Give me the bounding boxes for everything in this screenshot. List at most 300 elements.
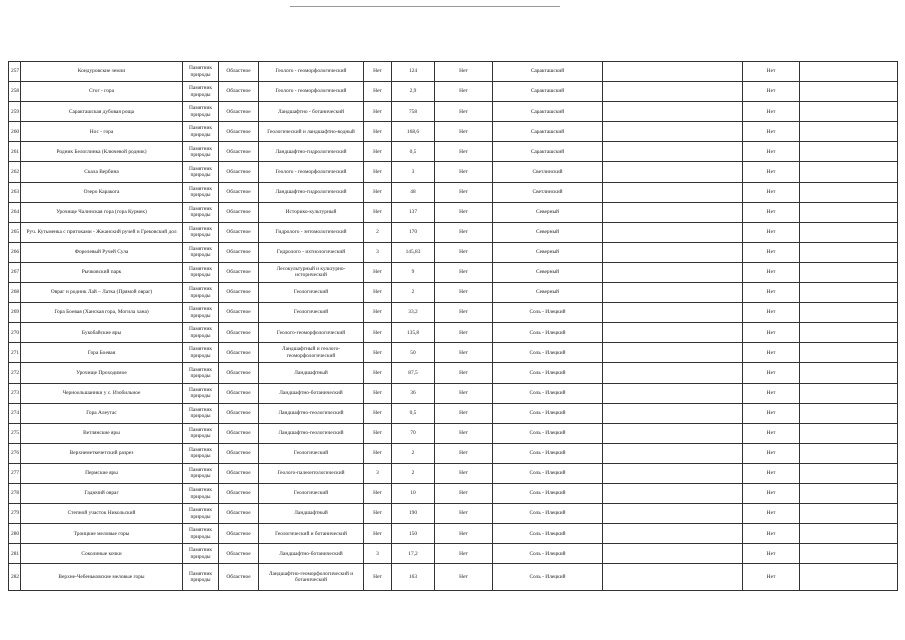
empty-cell-cell xyxy=(800,323,898,343)
category-cell: Памятник природы xyxy=(183,483,219,503)
table-row xyxy=(9,343,898,363)
object-name-cell: Гора Алеутас xyxy=(21,403,183,423)
significance-cell: Областное xyxy=(219,62,259,82)
category-cell: Памятник природы xyxy=(183,62,219,82)
significance-cell: Областное xyxy=(219,122,259,142)
object-name-cell: Троицкие меловые горы xyxy=(21,524,183,544)
cluster-cell: Нет xyxy=(435,323,493,343)
district-cell: Северный xyxy=(493,202,603,222)
buffer-zone-cell: Нет xyxy=(364,383,392,403)
buffer-zone-cell: Нет xyxy=(364,423,392,443)
empty-cell-cell xyxy=(800,222,898,242)
significance-cell: Областное xyxy=(219,182,259,202)
table-row xyxy=(9,524,898,544)
object-name-cell: Нос - гора xyxy=(21,122,183,142)
extra-flag-cell: Нет xyxy=(743,524,800,544)
table-row xyxy=(9,202,898,222)
table-row xyxy=(9,182,898,202)
significance-cell: Областное xyxy=(219,403,259,423)
area-cell: 135,8 xyxy=(392,323,435,343)
category-cell: Памятник природы xyxy=(183,122,219,142)
row-number-cell: 258 xyxy=(9,82,21,102)
significance-cell: Областное xyxy=(219,423,259,443)
empty-cell-cell xyxy=(603,504,743,524)
extra-flag-cell: Нет xyxy=(743,544,800,564)
district-cell: Соль - Илецкий xyxy=(493,544,603,564)
row-number-cell: 267 xyxy=(9,262,21,282)
table-row xyxy=(9,162,898,182)
object-name-cell: Стог - гора xyxy=(21,82,183,102)
significance-cell: Областное xyxy=(219,242,259,262)
row-number-cell: 281 xyxy=(9,544,21,564)
buffer-zone-cell: Нет xyxy=(364,504,392,524)
table-row xyxy=(9,222,898,242)
row-number-cell: 257 xyxy=(9,62,21,82)
district-cell: Соль - Илецкий xyxy=(493,524,603,544)
district-cell: Саракташский xyxy=(493,62,603,82)
empty-cell-cell xyxy=(603,423,743,443)
empty-cell-cell xyxy=(800,162,898,182)
area-cell: 70 xyxy=(392,423,435,443)
extra-flag-cell: Нет xyxy=(743,564,800,591)
category-cell: Памятник природы xyxy=(183,283,219,303)
district-cell: Светлинский xyxy=(493,182,603,202)
object-name-cell: Букобайские яры xyxy=(21,323,183,343)
buffer-zone-cell: Нет xyxy=(364,182,392,202)
empty-cell-cell xyxy=(603,202,743,222)
area-cell: 9 xyxy=(392,262,435,282)
area-cell: 10 xyxy=(392,483,435,503)
row-number-cell: 273 xyxy=(9,383,21,403)
cluster-cell: Нет xyxy=(435,162,493,182)
significance-cell: Областное xyxy=(219,82,259,102)
object-name-cell: Пермские яры xyxy=(21,463,183,483)
table-row xyxy=(9,102,898,122)
profile-cell: Ландшафтный и геолого-геоморфологический xyxy=(259,343,364,363)
row-number-cell: 275 xyxy=(9,423,21,443)
profile-cell: Гидролого - энтомологический xyxy=(259,222,364,242)
area-cell: 0,5 xyxy=(392,403,435,423)
profile-cell: Геолого - геоморфологический xyxy=(259,62,364,82)
empty-cell-cell xyxy=(603,142,743,162)
profile-cell: Геологический xyxy=(259,283,364,303)
extra-flag-cell: Нет xyxy=(743,283,800,303)
district-cell: Саракташский xyxy=(493,102,603,122)
cluster-cell: Нет xyxy=(435,242,493,262)
extra-flag-cell: Нет xyxy=(743,303,800,323)
extra-flag-cell: Нет xyxy=(743,202,800,222)
empty-cell-cell xyxy=(800,262,898,282)
object-name-cell: Ветлянские яры xyxy=(21,423,183,443)
significance-cell: Областное xyxy=(219,343,259,363)
buffer-zone-cell: 3 xyxy=(364,544,392,564)
extra-flag-cell: Нет xyxy=(743,82,800,102)
district-cell: Саракташский xyxy=(493,82,603,102)
cluster-cell: Нет xyxy=(435,423,493,443)
cluster-cell: Нет xyxy=(435,524,493,544)
cluster-cell: Нет xyxy=(435,102,493,122)
cluster-cell: Нет xyxy=(435,383,493,403)
area-cell: 124 xyxy=(392,62,435,82)
significance-cell: Областное xyxy=(219,544,259,564)
object-name-cell: Гора Боевая (Ханская гора, Могила хана) xyxy=(21,303,183,323)
area-cell: 150 xyxy=(392,524,435,544)
cluster-cell: Нет xyxy=(435,443,493,463)
significance-cell: Областное xyxy=(219,102,259,122)
district-cell: Соль - Илецкий xyxy=(493,443,603,463)
extra-flag-cell: Нет xyxy=(743,242,800,262)
category-cell: Памятник природы xyxy=(183,403,219,423)
object-name-cell: Кондуровские земли xyxy=(21,62,183,82)
district-cell: Северный xyxy=(493,262,603,282)
cluster-cell: Нет xyxy=(435,463,493,483)
empty-cell-cell xyxy=(800,483,898,503)
row-number-cell: 271 xyxy=(9,343,21,363)
table-row xyxy=(9,323,898,343)
empty-cell-cell xyxy=(603,524,743,544)
significance-cell: Областное xyxy=(219,142,259,162)
row-number-cell: 262 xyxy=(9,162,21,182)
empty-cell-cell xyxy=(603,544,743,564)
extra-flag-cell: Нет xyxy=(743,323,800,343)
extra-flag-cell: Нет xyxy=(743,443,800,463)
extra-flag-cell: Нет xyxy=(743,504,800,524)
category-cell: Памятник природы xyxy=(183,222,219,242)
cluster-cell: Нет xyxy=(435,283,493,303)
object-name-cell: Верхнеметкечетский разрез xyxy=(21,443,183,463)
profile-cell: Ландшафтно-ботанический xyxy=(259,383,364,403)
significance-cell: Областное xyxy=(219,262,259,282)
cluster-cell: Нет xyxy=(435,303,493,323)
empty-cell-cell xyxy=(800,564,898,591)
category-cell: Памятник природы xyxy=(183,182,219,202)
row-number-cell: 264 xyxy=(9,202,21,222)
area-cell: 36 xyxy=(392,383,435,403)
empty-cell-cell xyxy=(800,504,898,524)
empty-cell-cell xyxy=(603,283,743,303)
significance-cell: Областное xyxy=(219,463,259,483)
object-name-cell: Урочище Чалинская гора (гора Курмек) xyxy=(21,202,183,222)
buffer-zone-cell: Нет xyxy=(364,82,392,102)
extra-flag-cell: Нет xyxy=(743,483,800,503)
empty-cell-cell xyxy=(800,343,898,363)
buffer-zone-cell: Нет xyxy=(364,262,392,282)
table-body xyxy=(9,62,898,591)
category-cell: Памятник природы xyxy=(183,383,219,403)
empty-cell-cell xyxy=(603,182,743,202)
page-top-rule xyxy=(290,6,560,7)
table-row xyxy=(9,463,898,483)
extra-flag-cell: Нет xyxy=(743,182,800,202)
district-cell: Соль - Илецкий xyxy=(493,363,603,383)
empty-cell-cell xyxy=(800,463,898,483)
buffer-zone-cell: Нет xyxy=(364,564,392,591)
row-number-cell: 269 xyxy=(9,303,21,323)
district-cell: Светлинский xyxy=(493,162,603,182)
cluster-cell: Нет xyxy=(435,363,493,383)
empty-cell-cell xyxy=(800,443,898,463)
empty-cell-cell xyxy=(800,102,898,122)
cluster-cell: Нет xyxy=(435,82,493,102)
extra-flag-cell: Нет xyxy=(743,222,800,242)
buffer-zone-cell: Нет xyxy=(364,303,392,323)
area-cell: 50 xyxy=(392,343,435,363)
district-cell: Соль - Илецкий xyxy=(493,463,603,483)
table-row xyxy=(9,544,898,564)
significance-cell: Областное xyxy=(219,363,259,383)
object-name-cell: Форелевый Ручей Сула xyxy=(21,242,183,262)
district-cell: Соль - Илецкий xyxy=(493,483,603,503)
object-name-cell: Скала Вербина xyxy=(21,162,183,182)
empty-cell-cell xyxy=(603,443,743,463)
significance-cell: Областное xyxy=(219,383,259,403)
category-cell: Памятник природы xyxy=(183,262,219,282)
buffer-zone-cell: Нет xyxy=(364,202,392,222)
significance-cell: Областное xyxy=(219,443,259,463)
district-cell: Северный xyxy=(493,283,603,303)
district-cell: Соль - Илецкий xyxy=(493,423,603,443)
district-cell: Северный xyxy=(493,242,603,262)
empty-cell-cell xyxy=(800,363,898,383)
significance-cell: Областное xyxy=(219,202,259,222)
row-number-cell: 268 xyxy=(9,283,21,303)
cluster-cell: Нет xyxy=(435,182,493,202)
table-row xyxy=(9,363,898,383)
profile-cell: Ландшафтно-геологический xyxy=(259,403,364,423)
profile-cell: Ландшафтно-геоморфологический и ботанический xyxy=(259,564,364,591)
extra-flag-cell: Нет xyxy=(743,383,800,403)
table-row xyxy=(9,262,898,282)
district-cell: Соль - Илецкий xyxy=(493,323,603,343)
category-cell: Памятник природы xyxy=(183,102,219,122)
category-cell: Памятник природы xyxy=(183,162,219,182)
district-cell: Соль - Илецкий xyxy=(493,504,603,524)
category-cell: Памятник природы xyxy=(183,564,219,591)
buffer-zone-cell: Нет xyxy=(364,323,392,343)
row-number-cell: 272 xyxy=(9,363,21,383)
object-name-cell: Соколиные кочки xyxy=(21,544,183,564)
object-name-cell: Руч. Кутьменка с притоками - Жжанский ручей и Грековский дол xyxy=(21,222,183,242)
row-number-cell: 261 xyxy=(9,142,21,162)
empty-cell-cell xyxy=(603,564,743,591)
object-name-cell: Озеро Каракога xyxy=(21,182,183,202)
significance-cell: Областное xyxy=(219,222,259,242)
extra-flag-cell: Нет xyxy=(743,343,800,363)
extra-flag-cell: Нет xyxy=(743,363,800,383)
empty-cell-cell xyxy=(603,343,743,363)
area-cell: 170 xyxy=(392,222,435,242)
profile-cell: Гидролого - ихтиологический xyxy=(259,242,364,262)
district-cell: Северный xyxy=(493,222,603,242)
profile-cell: Геолого-геоморфологический xyxy=(259,323,364,343)
profile-cell: Геологический xyxy=(259,483,364,503)
buffer-zone-cell: Нет xyxy=(364,524,392,544)
profile-cell: Геологический xyxy=(259,443,364,463)
category-cell: Памятник природы xyxy=(183,242,219,262)
table-row xyxy=(9,62,898,82)
empty-cell-cell xyxy=(603,463,743,483)
table-row xyxy=(9,383,898,403)
object-name-cell: Рычковский парк xyxy=(21,262,183,282)
category-cell: Памятник природы xyxy=(183,423,219,443)
area-cell: 0,5 xyxy=(392,142,435,162)
category-cell: Памятник природы xyxy=(183,504,219,524)
row-number-cell: 278 xyxy=(9,483,21,503)
empty-cell-cell xyxy=(603,122,743,142)
empty-cell-cell xyxy=(603,483,743,503)
empty-cell-cell xyxy=(800,283,898,303)
extra-flag-cell: Нет xyxy=(743,142,800,162)
row-number-cell: 260 xyxy=(9,122,21,142)
profile-cell: Ландшафтно-геологический xyxy=(259,423,364,443)
extra-flag-cell: Нет xyxy=(743,463,800,483)
table-row xyxy=(9,504,898,524)
profile-cell: Геологический xyxy=(259,303,364,323)
empty-cell-cell xyxy=(800,242,898,262)
protected-areas-table xyxy=(8,61,898,591)
empty-cell-cell xyxy=(800,182,898,202)
table-row xyxy=(9,483,898,503)
area-cell: 145,83 xyxy=(392,242,435,262)
row-number-cell: 270 xyxy=(9,323,21,343)
empty-cell-cell xyxy=(800,383,898,403)
district-cell: Соль - Илецкий xyxy=(493,343,603,363)
profile-cell: Геологический и ботанический xyxy=(259,524,364,544)
area-cell: 137 xyxy=(392,202,435,222)
object-name-cell: Гора Боевая xyxy=(21,343,183,363)
area-cell: 168,6 xyxy=(392,122,435,142)
extra-flag-cell: Нет xyxy=(743,122,800,142)
empty-cell-cell xyxy=(603,242,743,262)
extra-flag-cell: Нет xyxy=(743,403,800,423)
extra-flag-cell: Нет xyxy=(743,162,800,182)
buffer-zone-cell: Нет xyxy=(364,102,392,122)
district-cell: Соль - Илецкий xyxy=(493,564,603,591)
significance-cell: Областное xyxy=(219,162,259,182)
area-cell: 3 xyxy=(392,162,435,182)
profile-cell: Ландшафтный xyxy=(259,504,364,524)
buffer-zone-cell: Нет xyxy=(364,343,392,363)
area-cell: 758 xyxy=(392,102,435,122)
category-cell: Памятник природы xyxy=(183,142,219,162)
empty-cell-cell xyxy=(800,303,898,323)
category-cell: Памятник природы xyxy=(183,82,219,102)
object-name-cell: Верхне-Чебеньковские меловые горы xyxy=(21,564,183,591)
category-cell: Памятник природы xyxy=(183,524,219,544)
profile-cell: Лесокультурный и культурно-исторический xyxy=(259,262,364,282)
area-cell: 2 xyxy=(392,463,435,483)
category-cell: Памятник природы xyxy=(183,343,219,363)
district-cell: Соль - Илецкий xyxy=(493,403,603,423)
profile-cell: Ландшафтно-ботанический xyxy=(259,544,364,564)
row-number-cell: 265 xyxy=(9,222,21,242)
buffer-zone-cell: Нет xyxy=(364,62,392,82)
profile-cell: Геологический и ландшафтно-водный xyxy=(259,122,364,142)
cluster-cell: Нет xyxy=(435,142,493,162)
profile-cell: Геолого-палеонтологический xyxy=(259,463,364,483)
profile-cell: Ландшафтно - ботанический xyxy=(259,102,364,122)
empty-cell-cell xyxy=(603,363,743,383)
area-cell: 2 xyxy=(392,283,435,303)
profile-cell: Геолого - геоморфологический xyxy=(259,82,364,102)
area-cell: 2,9 xyxy=(392,82,435,102)
category-cell: Памятник природы xyxy=(183,303,219,323)
extra-flag-cell: Нет xyxy=(743,62,800,82)
significance-cell: Областное xyxy=(219,524,259,544)
buffer-zone-cell: 2 xyxy=(364,222,392,242)
empty-cell-cell xyxy=(800,142,898,162)
object-name-cell: Урочище Проходимое xyxy=(21,363,183,383)
table-row xyxy=(9,142,898,162)
category-cell: Памятник природы xyxy=(183,323,219,343)
cluster-cell: Нет xyxy=(435,504,493,524)
empty-cell-cell xyxy=(603,222,743,242)
area-cell: 190 xyxy=(392,504,435,524)
category-cell: Памятник природы xyxy=(183,443,219,463)
object-name-cell: Степной участок Никольский xyxy=(21,504,183,524)
buffer-zone-cell: 3 xyxy=(364,463,392,483)
buffer-zone-cell: 3 xyxy=(364,242,392,262)
profile-cell: Ландшафтно-гидрологический xyxy=(259,182,364,202)
buffer-zone-cell: Нет xyxy=(364,162,392,182)
significance-cell: Областное xyxy=(219,504,259,524)
empty-cell-cell xyxy=(603,162,743,182)
empty-cell-cell xyxy=(800,62,898,82)
empty-cell-cell xyxy=(603,62,743,82)
buffer-zone-cell: Нет xyxy=(364,142,392,162)
profile-cell: Ландшафтный xyxy=(259,363,364,383)
empty-cell-cell xyxy=(603,323,743,343)
buffer-zone-cell: Нет xyxy=(364,283,392,303)
empty-cell-cell xyxy=(800,122,898,142)
table-row xyxy=(9,283,898,303)
extra-flag-cell: Нет xyxy=(743,423,800,443)
object-name-cell: Овраг и родник Лай – Латка (Прямой овраг) xyxy=(21,283,183,303)
object-name-cell: Родник Белоглинка (Ключевой родник) xyxy=(21,142,183,162)
row-number-cell: 266 xyxy=(9,242,21,262)
area-cell: 2 xyxy=(392,443,435,463)
cluster-cell: Нет xyxy=(435,483,493,503)
table-row xyxy=(9,242,898,262)
significance-cell: Областное xyxy=(219,564,259,591)
object-name-cell: Гадючий овраг xyxy=(21,483,183,503)
significance-cell: Областное xyxy=(219,483,259,503)
empty-cell-cell xyxy=(603,403,743,423)
empty-cell-cell xyxy=(800,423,898,443)
area-cell: 48 xyxy=(392,182,435,202)
empty-cell-cell xyxy=(603,303,743,323)
object-name-cell: Саракташская дубовая роща xyxy=(21,102,183,122)
row-number-cell: 274 xyxy=(9,403,21,423)
cluster-cell: Нет xyxy=(435,62,493,82)
profile-cell: Историко-культурный xyxy=(259,202,364,222)
cluster-cell: Нет xyxy=(435,564,493,591)
extra-flag-cell: Нет xyxy=(743,102,800,122)
cluster-cell: Нет xyxy=(435,122,493,142)
category-cell: Памятник природы xyxy=(183,544,219,564)
empty-cell-cell xyxy=(800,82,898,102)
cluster-cell: Нет xyxy=(435,202,493,222)
significance-cell: Областное xyxy=(219,323,259,343)
cluster-cell: Нет xyxy=(435,262,493,282)
area-cell: 33,2 xyxy=(392,303,435,323)
object-name-cell: Черноольшаники у с. Изобильное xyxy=(21,383,183,403)
area-cell: 163 xyxy=(392,564,435,591)
row-number-cell: 280 xyxy=(9,524,21,544)
row-number-cell: 276 xyxy=(9,443,21,463)
buffer-zone-cell: Нет xyxy=(364,403,392,423)
table-row xyxy=(9,564,898,591)
